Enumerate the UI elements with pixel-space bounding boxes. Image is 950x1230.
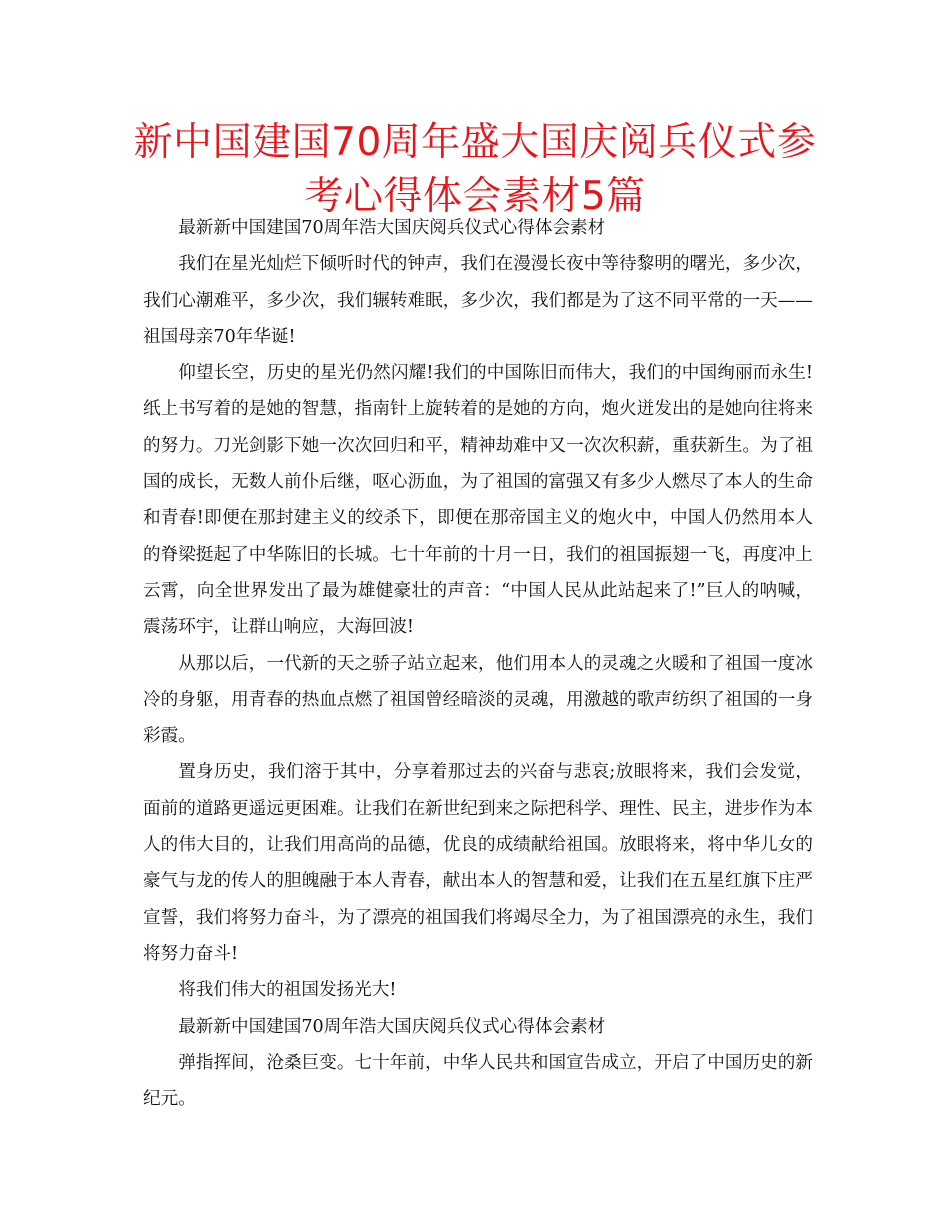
paragraph-1: 我们在星光灿烂下倾听时代的钟声，我们在漫漫长夜中等待黎明的曙光，多少次，我们心潮难平，多少次，我们辗转难眠，多少次，我们都是为了这不同平常的一天——祖国母亲70年华诞! (143, 254, 813, 347)
paragraph-6: 弹指挥间，沧桑巨变。七十年前，中华人民共和国宣告成立，开启了中国历史的新纪元。 (143, 1052, 813, 1110)
paragraph-3: 从那以后，一代新的天之骄子站立起来，他们用本人的灵魂之火暖和了祖国一度冰冷的身躯，用青春的热血点燃了祖国曾经暗淡的灵魂，用激越的歌声纺织了祖国的一身彩霞。 (143, 653, 813, 747)
document-title: 新中国建国70周年盛大国庆阅兵仪式参考心得体会素材5篇 (133, 120, 817, 219)
subheading-2: 最新新中国建国70周年浩大国庆阅兵仪式心得体会素材 (178, 1016, 606, 1037)
subheading-1: 最新新中国建国70周年浩大国庆阅兵仪式心得体会素材 (178, 218, 606, 238)
paragraph-4: 置身历史，我们溶于其中，分享着那过去的兴奋与悲哀;放眼将来，我们会发觉，面前的道路更遥远更困难。让我们在新世纪到来之际把科学、理性、民主，进步作为本人的伟大目的，让我们用高尚的品德，优良的成绩献给祖国。放眼将来，将中华儿女的豪气与龙的传人的胆魄融于本人青春，献出本人的智慧和爱，让我们在五星红旗下庄严宣誓，我们将努力奋斗，为了漂亮的祖国我们将竭尽全力，为了祖国漂亮的永生，我们将努力奋斗! (143, 762, 813, 964)
document-body (143, 210, 813, 1117)
paragraph-5: 将我们伟大的祖国发扬光大! (178, 980, 397, 1001)
paragraph-2: 仰望长空，历史的星光仍然闪耀!我们的中国陈旧而伟大，我们的中国绚丽而永生!纸上书写着的是她的智慧，指南针上旋转着的是她的方向，炮火迸发出的是她向往将来的努力。刀光剑影下她一次次回归和平，精神劫难中又一次次积薪，重获新生。为了祖国的成长，无数人前仆后继，呕心沥血，为了祖国的富强又有多少人燃尽了本人的生命和青春!即便在那封建主义的绞杀下，即便在那帝国主义的炮火中，中国人仍然用本人的脊梁挺起了中华陈旧的长城。七十年前的十月一日，我们的祖国振翅一飞，再度冲上云霄，向全世界发出了最为雄健豪壮的声音：“中国人民从此站起来了!”巨人的呐喊，震荡环宇，让群山响应，大海回波! (143, 363, 813, 638)
